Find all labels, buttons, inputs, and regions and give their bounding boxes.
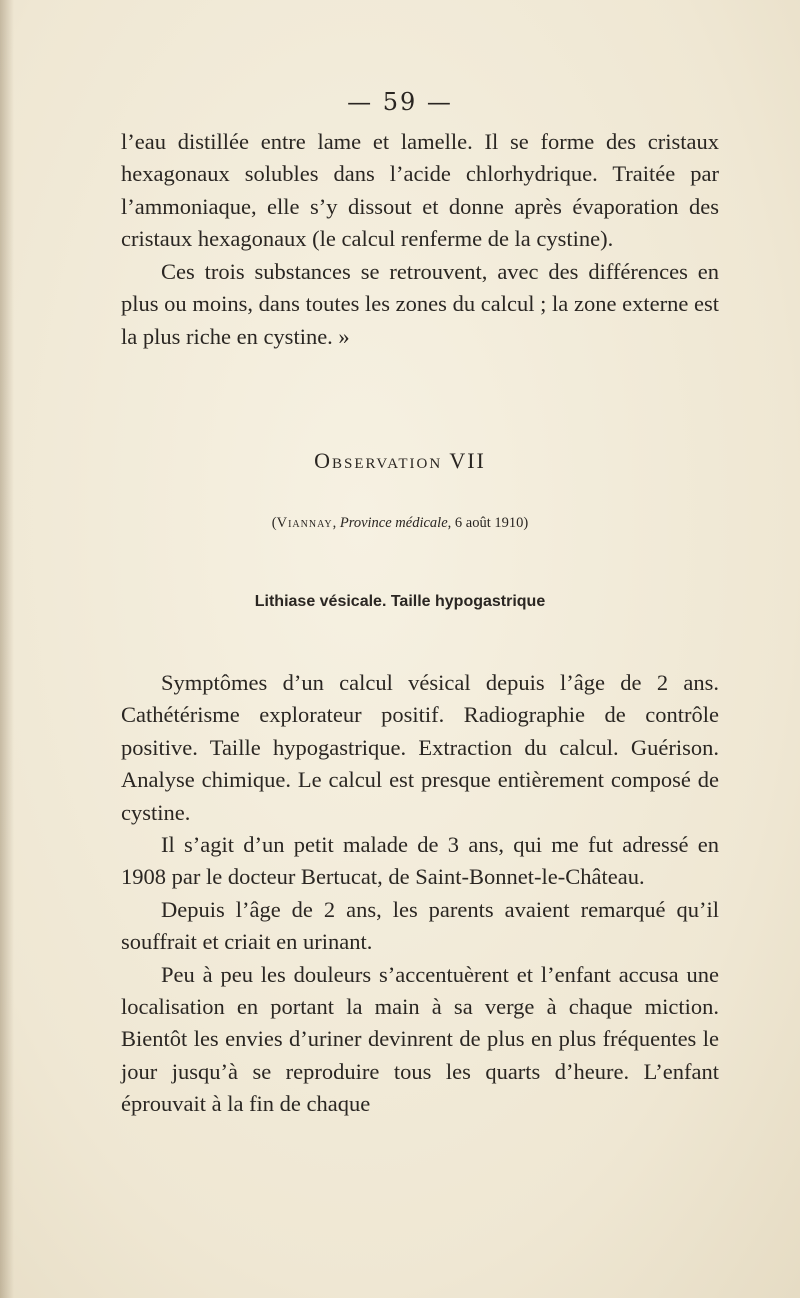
observation-heading: Observation VII bbox=[314, 448, 486, 473]
citation-journal: Province médicale bbox=[339, 515, 448, 531]
observation-paragraph: Il s’agit d’un petit malade de 3 ans, qui me fut adressé en 1908 par le docteur Bertucat, de Saint-Bonnet-le-Château. bbox=[121, 832, 719, 890]
citation-close: ) bbox=[523, 515, 529, 531]
citation-date: , 6 août 1910 bbox=[447, 515, 524, 531]
page-number: — 59 — bbox=[347, 88, 453, 116]
citation-open: ( bbox=[271, 515, 277, 531]
paragraph: l’eau distillée entre lame et lamelle. Il se forme des cristaux hexagonaux solubles dans l’acide chlorhydrique. Traitée par l’ammoniaque, elle s’y dissout et donne après évaporation des cristaux hexagonaux (le calcul renferme de la cystine). bbox=[121, 129, 719, 252]
citation-separator: , bbox=[332, 515, 340, 531]
paragraph: Ces trois substances se retrouvent, avec des différences en plus ou moins, dans toutes les zones du calcul ; la zone externe est la plus riche en cystine. » bbox=[121, 259, 719, 349]
page-edge-shadow bbox=[0, 0, 14, 1298]
observation-paragraph: Symptômes d’un calcul vésical depuis l’âge de 2 ans. Cathétérisme explorateur positif. Radiographie de contrôle positive. Taille hypogastrique. Extraction du calcul. Guérison. Analyse chimique. Le calcul est presque entièrement composé de cystine. bbox=[121, 670, 719, 825]
observation-subheading: Lithiase vésicale. Taille hypogastrique bbox=[254, 593, 546, 610]
paragraph-continued bbox=[121, 126, 719, 256]
observation-citation bbox=[0, 515, 800, 532]
citation-author: Viannay bbox=[276, 515, 333, 531]
observation-paragraph: Depuis l’âge de 2 ans, les parents avaient remarqué qu’il souffrait et criait en urinant. bbox=[121, 896, 719, 955]
observation-body bbox=[121, 667, 719, 1121]
paragraph-conclusion bbox=[121, 256, 719, 353]
observation-paragraph: Peu à peu les douleurs s’accentuèrent et l’enfant accusa une localisation en portant la main à sa verge à chaque miction. Bientôt les envies d’uriner devinrent de plus en plus fréquentes le jour jusqu’à se reproduire tous les quarts d’heure. L’enfant éprouvait à la fin de chaque bbox=[121, 961, 719, 1117]
